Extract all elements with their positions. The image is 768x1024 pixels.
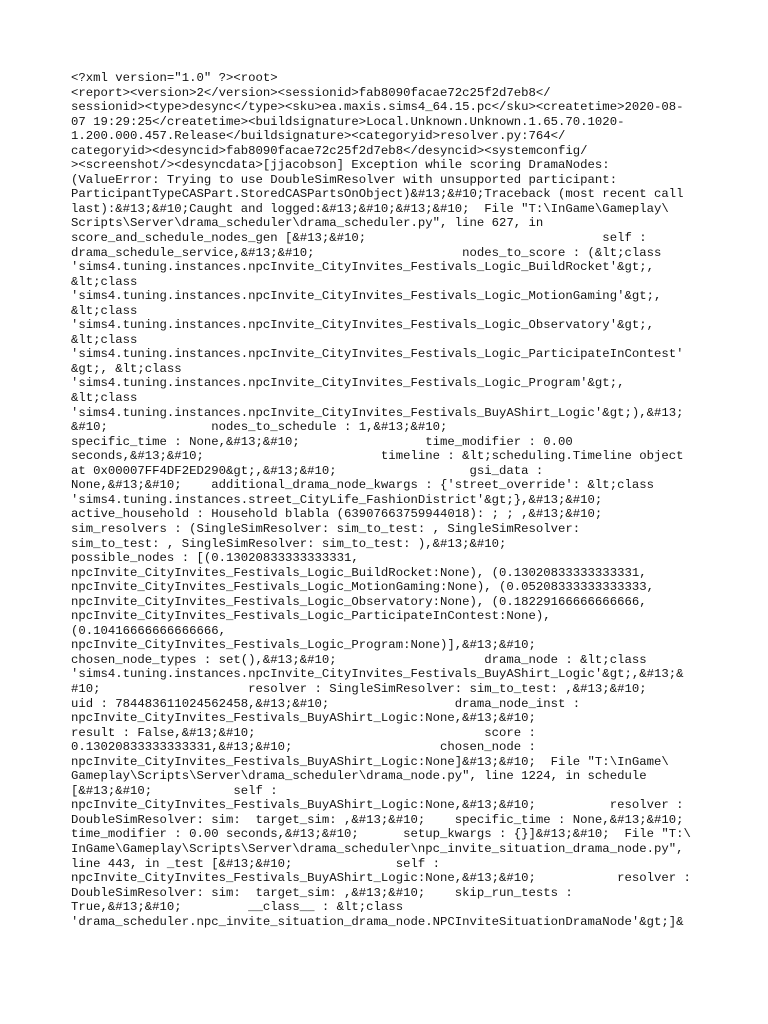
text-line: &lt;class bbox=[71, 274, 138, 289]
text-line: 'sims4.tuning.instances.npcInvite_CityInvites_Festivals_Logic_Observatory'&gt;, bbox=[71, 318, 654, 333]
text-line: sim_resolvers : (SingleSimResolver: sim_to_test: , SingleSimResolver: bbox=[71, 521, 581, 536]
text-line: DoubleSimResolver: sim: target_sim: ,&#13;&#10; skip_run_tests : bbox=[71, 885, 573, 900]
text-line: 'drama_scheduler.npc_invite_situation_drama_node.NPCInviteSituationDramaNode'&gt;]& bbox=[71, 914, 684, 929]
text-line: specific_time : None,&#13;&#10; time_modifier : 0.00 bbox=[71, 434, 573, 449]
text-line: <?xml version="1.0" ?><root> bbox=[71, 71, 278, 85]
text-line: npcInvite_CityInvites_Festivals_BuyAShirt_Logic:None,&#13;&#10; resolver : bbox=[71, 798, 684, 813]
text-line: npcInvite_CityInvites_Festivals_BuyAShirt_Logic:None]&#13;&#10; File "T:\InGame\ bbox=[71, 754, 669, 769]
text-line: npcInvite_CityInvites_Festivals_Logic_Program:None)],&#13;&#10; bbox=[71, 638, 536, 653]
text-line: 0.13020833333333331,&#13;&#10; chosen_node : bbox=[71, 740, 536, 755]
text-line: npcInvite_CityInvites_Festivals_Logic_ParticipateInContest:None), bbox=[71, 609, 551, 624]
text-line: at 0x00007FF4DF2ED290&gt;,&#13;&#10; gsi_data : bbox=[71, 463, 544, 478]
text-line: 07 19:29:25</createtime><buildsignature>Local.Unknown.Unknown.1.65.70.1020- bbox=[71, 114, 625, 129]
text-line: possible_nodes : [(0.13020833333333331, bbox=[71, 551, 359, 566]
text-line: InGame\Gameplay\Scripts\Server\drama_scheduler\npc_invite_situation_drama_node.py", bbox=[71, 841, 684, 856]
text-line: npcInvite_CityInvites_Festivals_BuyAShirt_Logic:None,&#13;&#10; resolver : bbox=[71, 871, 691, 886]
text-line: time_modifier : 0.00 seconds,&#13;&#10; setup_kwargs : {}]&#13;&#10; File "T:\ bbox=[71, 827, 691, 842]
text-line: sim_to_test: , SingleSimResolver: sim_to_test: ),&#13;&#10; bbox=[71, 536, 507, 551]
text-line: ParticipantTypeCASPart.StoredCASPartsOnObject)&#13;&#10;Traceback (most recent call bbox=[71, 187, 684, 202]
text-line: chosen_node_types : set(),&#13;&#10; drama_node : &lt;class bbox=[71, 652, 647, 667]
text-line: 'sims4.tuning.instances.npcInvite_CityInvites_Festivals_Logic_ParticipateInContest' bbox=[71, 347, 684, 362]
text-line: drama_schedule_service,&#13;&#10; nodes_to_score : (&lt;class bbox=[71, 245, 662, 260]
text-line: Gameplay\Scripts\Server\drama_scheduler\drama_node.py", line 1224, in schedule bbox=[71, 769, 647, 784]
text-line: score_and_schedule_nodes_gen [&#13;&#10; self : bbox=[71, 231, 647, 246]
text-line: [&#13;&#10; self : bbox=[71, 783, 278, 798]
text-line: #10; resolver : SingleSimResolver: sim_to_test: ,&#13;&#10; bbox=[71, 681, 647, 696]
text-line: &lt;class bbox=[71, 391, 138, 406]
text-line: 'sims4.tuning.instances.npcInvite_CityInvites_Festivals_Logic_Program'&gt;, bbox=[71, 376, 625, 391]
text-line: 'sims4.tuning.instances.npcInvite_CityInvites_Festivals_BuyAShirt_Logic'&gt;),&#13; bbox=[71, 405, 684, 420]
text-line: &gt;, &lt;class bbox=[71, 361, 182, 376]
text-line: last):&#13;&#10;Caught and logged:&#13;&#10;&#13;&#10; File "T:\InGame\Gameplay\ bbox=[71, 201, 669, 216]
text-line bbox=[71, 929, 701, 944]
text-line: 'sims4.tuning.instances.npcInvite_CityInvites_Festivals_Logic_MotionGaming'&gt;, bbox=[71, 289, 662, 304]
text-line: npcInvite_CityInvites_Festivals_BuyAShirt_Logic:None,&#13;&#10; bbox=[71, 711, 536, 726]
text-line: &lt;class bbox=[71, 303, 138, 318]
text-line: seconds,&#13;&#10; timeline : &lt;scheduling.Timeline object bbox=[71, 449, 684, 464]
text-line: &lt;class bbox=[71, 332, 138, 347]
text-line: 1.200.000.457.Release</buildsignature><categoryid>resolver.py:764</ bbox=[71, 129, 566, 144]
text-line: result : False,&#13;&#10; score : bbox=[71, 725, 536, 740]
text-line: (0.10416666666666666, bbox=[71, 623, 226, 638]
text-line: <report><version>2</version><sessionid>fab8090facae72c25f2d7eb8</ bbox=[71, 85, 551, 100]
text-line: 'sims4.tuning.instances.npcInvite_CityInvites_Festivals_BuyAShirt_Logic'&gt;,&#13;& bbox=[71, 667, 684, 682]
text-line: DoubleSimResolver: sim: target_sim: ,&#13;&#10; specific_time : None,&#13;&#10; bbox=[71, 812, 684, 827]
text-line: uid : 784483611024562458,&#13;&#10; drama_node_inst : bbox=[71, 696, 581, 711]
text-line: 'sims4.tuning.instances.street_CityLife_FashionDistrict'&gt;},&#13;&#10; bbox=[71, 492, 603, 507]
text-line: active_household : Household blabla (63907663759944018): ; ; ,&#13;&#10; bbox=[71, 507, 603, 522]
text-line: 'sims4.tuning.instances.npcInvite_CityInvites_Festivals_Logic_BuildRocket'&gt;, bbox=[71, 260, 654, 275]
text-line: (ValueError: Trying to use DoubleSimResolver with unsupported participant: bbox=[71, 172, 618, 187]
text-line: Scripts\Server\drama_scheduler\drama_scheduler.py", line 627, in bbox=[71, 216, 544, 231]
text-line: &#10; nodes_to_schedule : 1,&#13;&#10; bbox=[71, 420, 448, 435]
text-line: line 443, in _test [&#13;&#10; self : bbox=[71, 856, 440, 871]
text-line: ><screenshot/><desyncdata>[jjacobson] Exception while scoring DramaNodes: bbox=[71, 158, 610, 173]
text-line: npcInvite_CityInvites_Festivals_Logic_Observatory:None), (0.18229166666666666, bbox=[71, 594, 647, 609]
text-line: npcInvite_CityInvites_Festivals_Logic_MotionGaming:None), (0.05208333333333333, bbox=[71, 580, 654, 595]
text-line: None,&#13;&#10; additional_drama_node_kwargs : {'street_override': &lt;class bbox=[71, 478, 654, 493]
text-line: True,&#13;&#10; __class__ : &lt;class bbox=[71, 900, 404, 915]
document-body bbox=[71, 71, 701, 944]
text-line: sessionid><type>desync</type><sku>ea.maxis.sims4_64.15.pc</sku><createtime>2020-08- bbox=[71, 100, 684, 115]
text-line: npcInvite_CityInvites_Festivals_Logic_BuildRocket:None), (0.13020833333333331, bbox=[71, 565, 647, 580]
text-line: categoryid><desyncid>fab8090facae72c25f2d7eb8</desyncid><systemconfig/ bbox=[71, 143, 588, 158]
